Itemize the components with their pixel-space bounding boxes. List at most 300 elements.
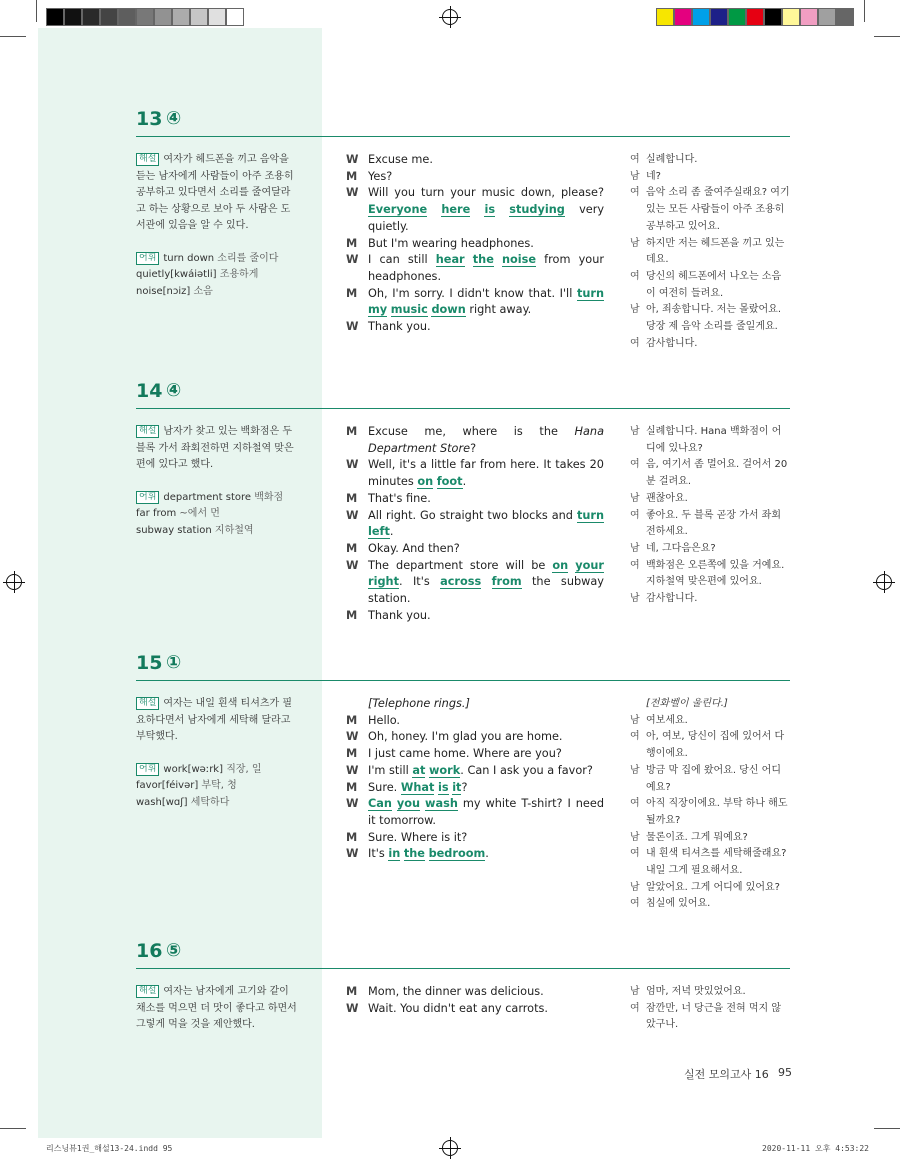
keyword-blank: turn	[576, 286, 604, 300]
calibration-swatch	[728, 8, 746, 26]
dialogue-text: ?	[461, 780, 468, 794]
keyword-blank: music	[390, 303, 428, 317]
dialogue-text	[427, 203, 441, 216]
dialogue-line	[346, 541, 604, 558]
translation-line	[630, 424, 790, 457]
vocab-meaning: 지하철역	[214, 524, 254, 536]
dialogue-text: Mom, the dinner was delicious.	[368, 985, 544, 998]
vocab-word: quietly[kwáiətli]	[136, 269, 217, 280]
keyword-blank: from	[491, 575, 522, 589]
translation-line	[630, 508, 790, 541]
dialogue-text: .	[485, 847, 489, 861]
translation-text: 감사합니다.	[646, 593, 698, 605]
dialogue-text: Okay. And then?	[368, 541, 460, 555]
translation-text: 네, 그다음은요?	[646, 542, 716, 554]
dialogue-text: .	[389, 525, 394, 539]
speaker-label: M	[346, 491, 358, 505]
translation-text: 백화점은 오른쪽에 있을 거예요. 지하철역 맞은편에 있어요.	[646, 559, 785, 588]
translation-text: 침실에 있어요.	[646, 898, 711, 910]
vocab-list	[136, 251, 298, 301]
dialogue-text: very quietly.	[368, 203, 605, 233]
translation-text: 물론이죠. 그게 뭐예요?	[646, 831, 748, 843]
keyword-blank: Can	[368, 797, 392, 811]
keyword-blank: hear	[435, 253, 465, 267]
keyword-blank: on	[552, 558, 569, 572]
keyword-blank: your	[575, 558, 604, 572]
vocab-item	[136, 506, 298, 523]
translation-speaker: 여	[630, 798, 640, 810]
speaker-label: W	[346, 730, 359, 744]
keyword-blank: you	[396, 797, 421, 811]
translation-speaker: 여	[630, 337, 640, 349]
dialogue-text: from your headphones.	[368, 253, 604, 283]
dialogue-text: Sure. Where is it?	[368, 830, 468, 844]
speaker-label: M	[346, 747, 358, 761]
vocab-meaning: 백화점	[254, 491, 284, 503]
calibration-swatch	[136, 8, 154, 26]
keyword-blank: turn	[576, 508, 604, 522]
speaker-label: M	[346, 985, 358, 998]
explanation-block	[136, 984, 298, 1034]
translation-speaker: 여	[630, 1002, 640, 1014]
keyword-blank: right	[368, 575, 399, 589]
translation-speaker: 남	[630, 426, 640, 437]
dialogue-line	[346, 846, 604, 863]
dialogue-line	[346, 713, 604, 730]
speaker-label: W	[346, 797, 359, 811]
translation-line	[630, 713, 790, 730]
dialogue-text	[494, 253, 502, 266]
vocab-item	[136, 251, 298, 268]
vocab-word: subway station	[136, 524, 212, 536]
keyword-blank: across	[440, 575, 482, 589]
translation-line	[630, 796, 790, 829]
dialogue-text: Wait. You didn't eat any carrots.	[368, 1001, 548, 1015]
translation-text: 감사합니다.	[646, 337, 698, 349]
keyword-blank: in	[388, 847, 401, 861]
calibration-swatch	[746, 8, 764, 26]
dialogue-text: ?	[470, 441, 477, 455]
dialogue-line	[346, 252, 604, 285]
dialogue-text: Hello.	[368, 713, 401, 727]
registration-mark-right	[876, 574, 892, 590]
explanation-badge: 해설	[136, 697, 159, 710]
vocab-item	[136, 284, 298, 301]
translation-line	[630, 846, 790, 879]
translation-speaker: 남	[630, 237, 640, 249]
translation-text: 당신의 헤드폰에서 나오는 소음이 여전히 들려요.	[646, 270, 782, 299]
dialogue-line	[346, 319, 604, 336]
speaker-label: W	[346, 153, 359, 166]
vocab-list	[136, 762, 298, 812]
explanation-badge: 해설	[136, 985, 159, 998]
calibration-swatch	[154, 8, 172, 26]
vocab-item	[136, 267, 298, 284]
translation-text: 하지만 저는 헤드폰을 끼고 있는데요.	[646, 237, 785, 266]
dialogue-line	[346, 780, 604, 797]
calibration-swatch	[710, 8, 728, 26]
calibration-swatch	[836, 8, 854, 26]
dialogue-text: I can still	[368, 253, 436, 267]
translation-script	[630, 696, 790, 913]
dialogue-text: [Telephone rings.]	[368, 697, 470, 710]
dialogue-line	[346, 763, 604, 780]
dialogue-text: All right. Go straight two blocks and	[368, 508, 577, 522]
keyword-blank: at	[412, 763, 426, 777]
speaker-label: M	[346, 236, 358, 250]
explanation-block	[136, 696, 298, 811]
translation-line	[630, 457, 790, 490]
translation-speaker: 여	[630, 270, 640, 282]
keyword-blank: studying	[509, 203, 565, 217]
keyword-blank: my	[368, 303, 388, 317]
keyword-blank: the	[472, 253, 494, 267]
speaker-label: M	[346, 541, 358, 555]
speaker-label: W	[346, 1001, 359, 1015]
calibration-swatch	[226, 8, 244, 26]
translation-speaker: 여	[630, 731, 640, 743]
explanation-body: 여자가 헤드폰을 끼고 음악을 듣는 남자에게 사람들이 아주 조용히 공부하고 있다면서 소리를 줄여달라고 하는 상황으로 보아 두 사람은 도서관에 있음을 알 수 있다.	[136, 154, 294, 231]
dialogue-line	[346, 1001, 604, 1018]
translation-line	[630, 763, 790, 796]
translation-speaker: 여	[630, 848, 640, 860]
keyword-blank: noise	[502, 253, 537, 267]
dialogue-text: right away.	[465, 303, 532, 317]
vocab-meaning: 소리를 줄이다	[217, 252, 279, 264]
translation-line	[630, 336, 790, 353]
speaker-label: M	[346, 169, 358, 183]
crop-mark	[864, 0, 865, 22]
translation-speaker: 여	[630, 509, 640, 521]
dialogue-line	[346, 169, 604, 186]
translation-speaker: 남	[630, 714, 640, 726]
dialogue-line	[346, 457, 604, 490]
explanation-block	[136, 152, 298, 300]
vocab-meaning: 직장, 일	[226, 763, 262, 775]
keyword-blank: foot	[436, 475, 463, 489]
translation-text: 네?	[646, 170, 661, 182]
vocab-word: noise[nɔiz]	[136, 285, 191, 297]
answer-mark: ①	[166, 652, 182, 673]
calibration-swatch	[818, 8, 836, 26]
speaker-label: W	[346, 763, 359, 777]
gray-calibration-bar	[46, 8, 244, 26]
calibration-swatch	[118, 8, 136, 26]
page-number: 95	[778, 1066, 792, 1079]
dialogue-line	[346, 696, 604, 713]
dialogue-text: Hana Department Store	[368, 425, 604, 455]
color-calibration-bar	[656, 8, 854, 26]
translation-script	[630, 424, 790, 608]
calibration-swatch	[82, 8, 100, 26]
translation-line	[630, 185, 790, 235]
dialogue-text: Well, it's a little far from here. It takes 20 minutes	[368, 458, 604, 489]
speaker-label: M	[346, 425, 358, 438]
translation-line	[630, 491, 790, 508]
crop-mark	[874, 36, 900, 37]
calibration-swatch	[208, 8, 226, 26]
vocab-word: work[wəːrk]	[163, 763, 223, 775]
keyword-blank: the	[403, 847, 425, 861]
translation-script	[630, 152, 790, 352]
speaker-label: W	[346, 253, 359, 267]
dialogue-line	[346, 152, 604, 169]
vocab-list	[136, 490, 298, 540]
vocab-meaning: 세탁하다	[190, 796, 230, 808]
file-slug: 리스닝뷰1권_해설13-24.indd 95	[46, 1144, 173, 1153]
registration-mark-left	[6, 574, 22, 590]
translation-text: 잠깐만, 너 당근을 전혀 먹지 않았구나.	[646, 1002, 781, 1031]
keyword-blank: is	[437, 780, 449, 794]
question-number: 16	[136, 940, 163, 962]
explanation-block	[136, 424, 298, 539]
calibration-swatch	[46, 8, 64, 26]
dialogue-line	[346, 558, 604, 608]
vocab-item	[136, 523, 298, 540]
translation-speaker: 남	[630, 831, 640, 843]
speaker-label: W	[346, 847, 359, 861]
explanation-text	[136, 424, 298, 474]
keyword-blank: wash	[425, 797, 458, 811]
speaker-label: M	[346, 830, 358, 844]
translation-text: 여보세요.	[646, 714, 688, 726]
explanation-badge: 해설	[136, 153, 159, 166]
question-number: 13	[136, 108, 163, 130]
translation-speaker: 남	[630, 492, 640, 504]
dialogue-text: my white T-shirt? I need it tomorrow.	[368, 797, 604, 827]
translation-speaker: 남	[630, 304, 640, 316]
dialogue-text: Will you turn your music down, please?	[368, 186, 604, 200]
keyword-blank: work	[428, 763, 461, 777]
translation-text: 괜찮아요.	[646, 492, 688, 504]
calibration-swatch	[656, 8, 674, 26]
vocab-meaning: 부탁, 청	[201, 780, 237, 791]
translation-text: 음악 소리 좀 줄여주실래요? 여기 있는 모든 사람들이 아주 조용히 공부하고 있어요.	[646, 187, 790, 232]
dialogue-text: Excuse me.	[368, 153, 433, 166]
speaker-label: M	[346, 608, 358, 622]
translation-text: 알았어요. 그게 어디에 있어요?	[646, 881, 780, 893]
vocab-item	[136, 762, 298, 779]
keyword-blank: What	[400, 780, 435, 794]
dialogue-text	[465, 253, 473, 266]
dialogue-line	[346, 796, 604, 829]
translation-speaker: 여	[630, 898, 640, 910]
translation-line	[630, 696, 790, 713]
dialogue-text: Oh, I'm sorry. I didn't know that. I'll	[368, 286, 577, 300]
translation-line	[630, 880, 790, 897]
section-header	[136, 652, 790, 681]
translation-text: 좋아요. 두 블록 곧장 가서 좌회전하세요.	[646, 509, 781, 538]
speaker-label: W	[346, 320, 359, 334]
speaker-label: W	[346, 508, 359, 522]
vocab-item	[136, 795, 298, 812]
dialogue-line	[346, 729, 604, 746]
print-timestamp: 2020-11-11 오후 4:53:22	[762, 1144, 869, 1153]
translation-text: 실례합니다.	[646, 154, 698, 165]
dialogue-text: But I'm wearing headphones.	[368, 236, 534, 250]
vocab-meaning: ~에서 먼	[179, 508, 220, 519]
dialogue-script	[346, 696, 604, 863]
keyword-blank: Everyone	[368, 203, 428, 217]
dialogue-line	[346, 830, 604, 847]
vocab-badge: 어휘	[136, 491, 159, 504]
translation-line	[630, 729, 790, 762]
footer-title: 실전 모의고사 16	[684, 1068, 769, 1081]
dialogue-line	[346, 185, 604, 235]
vocab-word: favor[féivər]	[136, 780, 199, 791]
explanation-body: 여자는 남자에게 고기와 같이 채소를 먹으면 더 맛이 좋다고 하면서 그렇게 먹을 것을 제안했다.	[136, 986, 297, 1030]
question-number: 14	[136, 380, 163, 402]
translation-line	[630, 896, 790, 913]
dialogue-text: Yes?	[368, 169, 393, 183]
calibration-swatch	[674, 8, 692, 26]
translation-line	[630, 830, 790, 847]
translation-speaker: 남	[630, 170, 640, 182]
dialogue-line	[346, 236, 604, 253]
keyword-blank: bedroom	[428, 847, 486, 861]
speaker-label: W	[346, 458, 359, 472]
explanation-text	[136, 152, 298, 235]
dialogue-text: Excuse me, where is the	[368, 425, 575, 438]
translation-text: 아직 직장이에요. 부탁 하나 해도 될까요?	[646, 798, 788, 826]
keyword-blank: is	[484, 203, 496, 217]
dialogue-text: the subway station.	[368, 575, 604, 606]
crop-mark	[874, 1128, 900, 1129]
dialogue-text: . Can I ask you a favor?	[460, 763, 593, 777]
translation-text: 실례합니다. Hana 백화점이 어디에 있나요?	[646, 426, 782, 454]
dialogue-text: .	[462, 475, 467, 489]
registration-mark-top	[442, 9, 458, 25]
translation-speaker: 남	[630, 986, 640, 997]
dialogue-text: The department store will be	[368, 558, 553, 572]
answer-mark: ④	[166, 108, 182, 129]
translation-speaker: 여	[630, 459, 640, 471]
dialogue-line	[346, 608, 604, 625]
keyword-blank: here	[441, 203, 471, 217]
dialogue-line	[346, 508, 604, 541]
translation-line	[630, 984, 790, 1001]
crop-mark	[36, 0, 37, 22]
translation-speaker: 남	[630, 764, 640, 776]
translation-line	[630, 591, 790, 608]
dialogue-text: Oh, honey. I'm glad you are home.	[368, 730, 563, 744]
calibration-swatch	[64, 8, 82, 26]
translation-line	[630, 541, 790, 558]
keyword-blank: left	[368, 525, 390, 539]
translation-text: 아, 죄송합니다. 저는 몰랐어요. 당장 제 음악 소리를 줄일게요.	[646, 304, 781, 333]
dialogue-text: . It's	[398, 575, 441, 589]
translation-line	[630, 152, 790, 169]
keyword-blank: down	[431, 303, 466, 317]
translation-text: [전화벨이 울린다.]	[646, 698, 728, 709]
dialogue-text: Thank you.	[368, 320, 431, 334]
crop-mark	[0, 36, 26, 37]
keyword-blank: it	[452, 780, 462, 794]
dialogue-text: I just came home. Where are you?	[368, 747, 562, 761]
explanation-badge: 해설	[136, 425, 159, 438]
dialogue-text: That's fine.	[368, 491, 431, 505]
translation-line	[630, 558, 790, 591]
calibration-swatch	[692, 8, 710, 26]
translation-speaker: 남	[630, 542, 640, 554]
speaker-label: W	[346, 558, 359, 572]
vocab-word: wash[wɑʃ]	[136, 796, 188, 808]
speaker-label: M	[346, 286, 358, 300]
translation-script	[630, 984, 790, 1034]
speaker-label: M	[346, 780, 358, 794]
question-number: 15	[136, 652, 163, 674]
dialogue-line	[346, 424, 604, 457]
translation-speaker: 남	[630, 881, 640, 893]
speaker-label: W	[346, 186, 359, 200]
translation-speaker: 여	[630, 187, 640, 199]
translation-line	[630, 236, 790, 269]
explanation-text	[136, 696, 298, 746]
dialogue-script	[346, 984, 604, 1017]
vocab-badge: 어휘	[136, 763, 159, 776]
dialogue-text: I'm still	[368, 763, 413, 777]
speaker-label: M	[346, 713, 358, 727]
translation-speaker: 남	[630, 593, 640, 605]
calibration-swatch	[764, 8, 782, 26]
translation-text: 방금 막 집에 왔어요. 당신 어디예요?	[646, 764, 781, 793]
dialogue-line	[346, 746, 604, 763]
calibration-swatch	[800, 8, 818, 26]
answer-mark: ④	[166, 380, 182, 401]
registration-mark-bottom	[442, 1140, 458, 1156]
keyword-blank: on	[417, 475, 434, 489]
section-header	[136, 940, 790, 969]
translation-speaker: 여	[630, 154, 640, 165]
section-header	[136, 380, 790, 409]
translation-text: 엄마, 저녁 맛있었어요.	[646, 986, 746, 997]
translation-line	[630, 302, 790, 335]
translation-line	[630, 169, 790, 186]
dialogue-text: It's	[368, 847, 389, 861]
vocab-item	[136, 490, 298, 507]
dialogue-text: Sure.	[368, 780, 401, 794]
calibration-swatch	[782, 8, 800, 26]
section-header	[136, 108, 790, 137]
dialogue-script	[346, 424, 604, 624]
dialogue-script	[346, 152, 604, 336]
translation-line	[630, 269, 790, 302]
dialogue-text: Thank you.	[368, 608, 431, 622]
crop-mark	[0, 1128, 26, 1129]
vocab-word: department store	[163, 491, 252, 503]
vocab-word: far from	[136, 508, 177, 519]
calibration-swatch	[190, 8, 208, 26]
calibration-swatch	[172, 8, 190, 26]
translation-text: 음, 여기서 좀 멀어요. 걸어서 20분 걸려요.	[646, 459, 788, 488]
vocab-meaning: 조용하게	[219, 269, 259, 280]
dialogue-line	[346, 984, 604, 1001]
dialogue-line	[346, 491, 604, 508]
translation-text: 내 흰색 티셔츠를 세탁해줄래요? 내일 그게 필요해서요.	[646, 848, 787, 877]
translation-text: 아, 여보, 당신이 집에 있어서 다행이에요.	[646, 731, 785, 760]
vocab-badge: 어휘	[136, 252, 159, 265]
translation-speaker: 여	[630, 559, 640, 571]
calibration-swatch	[100, 8, 118, 26]
vocab-item	[136, 778, 298, 795]
explanation-body: 여자는 내일 흰색 티셔츠가 필요하다면서 남자에게 세탁해 달라고 부탁했다.	[136, 698, 293, 742]
vocab-word: turn down	[163, 252, 215, 264]
translation-line	[630, 1001, 790, 1034]
vocab-meaning: 소음	[193, 285, 213, 297]
explanation-body: 남자가 찾고 있는 백화점은 두 블록 가서 좌회전하면 지하철역 맞은편에 있다고 했다.	[136, 426, 294, 470]
explanation-text	[136, 984, 298, 1034]
dialogue-line	[346, 286, 604, 319]
